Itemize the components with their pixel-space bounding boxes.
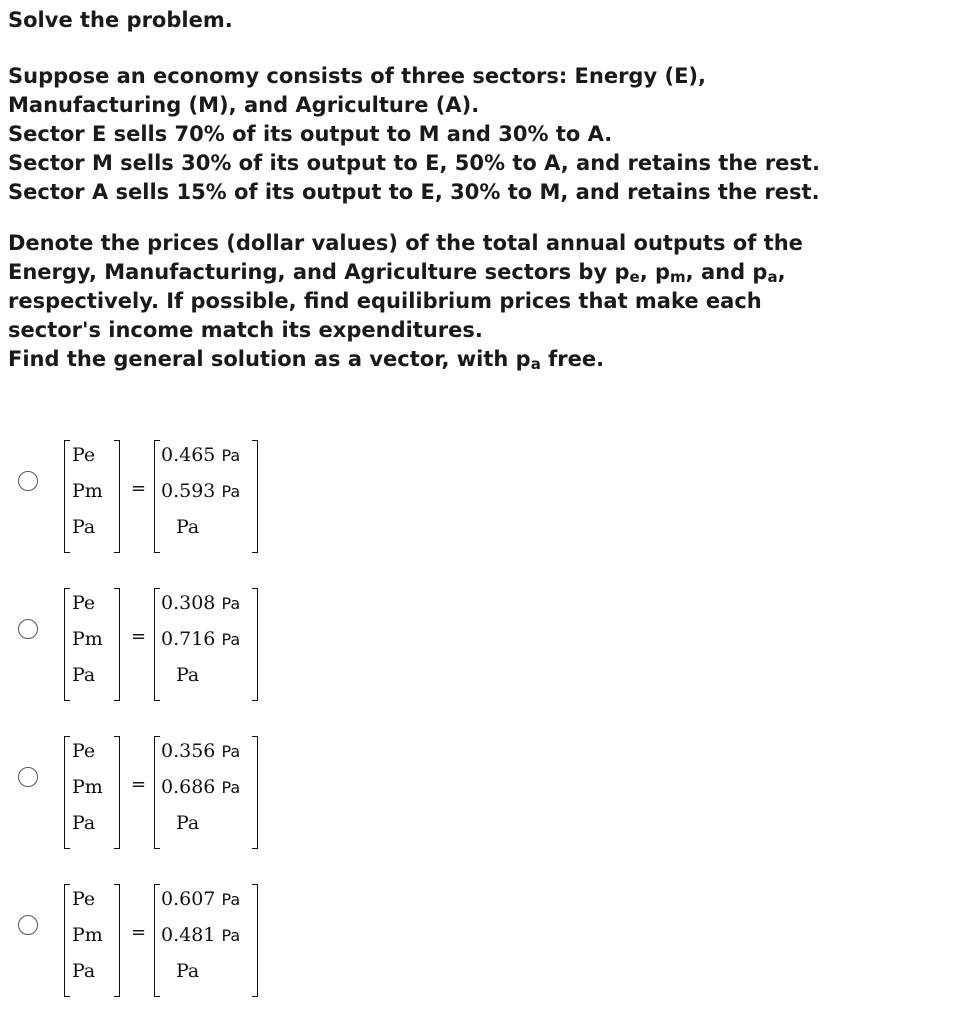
vector-entry: Pe <box>72 740 96 762</box>
coefficient: 0.481 <box>161 924 216 946</box>
subscript: e <box>629 268 640 286</box>
variable: Pa <box>221 778 241 797</box>
problem-statement <box>8 62 820 207</box>
coefficient: 0.686 <box>161 776 216 798</box>
radio-button[interactable] <box>18 619 38 639</box>
vector-entry <box>161 628 240 650</box>
vector-entry: Pm <box>72 924 103 946</box>
statement-line: Sector M sells 30% of its output to E, 50% to A, and retains the rest. <box>8 151 820 175</box>
instruction-line <box>8 258 803 287</box>
statement-line: Suppose an economy consists of three sectors: Energy (E), <box>8 64 706 88</box>
instruction-text: free. <box>540 347 605 371</box>
instruction-line: respectively. If possible, find equilibrium prices that make each <box>8 289 762 313</box>
vector-entry <box>161 592 240 614</box>
answer-option[interactable] <box>14 884 314 999</box>
coefficient: 0.593 <box>161 480 216 502</box>
vector-entry: Pa <box>176 516 200 538</box>
instruction-text: , p <box>639 260 671 284</box>
solution-vector <box>154 440 258 553</box>
vector-entry <box>161 924 240 946</box>
statement-line: Manufacturing (M), and Agriculture (A). <box>8 93 480 117</box>
vector-entry <box>161 444 240 466</box>
coefficient: 0.308 <box>161 592 216 614</box>
radio-button[interactable] <box>18 471 38 491</box>
vector-entry: Pe <box>72 444 96 466</box>
subscript: a <box>767 268 778 286</box>
vector-entry <box>161 776 240 798</box>
instruction-text: Energy, Manufacturing, and Agriculture sectors by p <box>8 260 630 284</box>
equals-sign: = <box>131 774 147 795</box>
coefficient: 0.716 <box>161 628 216 650</box>
instruction-text: , <box>777 260 786 284</box>
vector-entry <box>161 740 240 762</box>
question-title: Solve the problem. <box>8 8 233 32</box>
solution-vector <box>154 588 258 701</box>
variable: Pa <box>221 482 241 501</box>
answer-option[interactable] <box>14 736 314 851</box>
vector-entry: Pa <box>176 812 200 834</box>
vector-entry: Pa <box>176 960 200 982</box>
equals-sign: = <box>131 626 147 647</box>
variable: Pa <box>221 926 241 945</box>
vector-entry: Pm <box>72 776 103 798</box>
answer-option[interactable] <box>14 440 314 555</box>
vector-entry: Pa <box>72 516 96 538</box>
coefficient: 0.465 <box>161 444 216 466</box>
vector-entry: Pa <box>176 664 200 686</box>
vector-entry: Pa <box>72 664 96 686</box>
variable: Pa <box>221 594 241 613</box>
subscript: a <box>530 355 541 373</box>
vector-entry: Pe <box>72 888 96 910</box>
variable: Pa <box>221 742 241 761</box>
lhs-vector <box>64 588 120 701</box>
variable: Pa <box>221 890 241 909</box>
vector-entry: Pa <box>72 960 96 982</box>
vector-entry: Pe <box>72 592 96 614</box>
coefficient: 0.356 <box>161 740 216 762</box>
variable: Pa <box>221 630 241 649</box>
vector-entry: Pa <box>72 812 96 834</box>
equals-sign: = <box>131 922 147 943</box>
instruction-line: Denote the prices (dollar values) of the total annual outputs of the <box>8 231 803 255</box>
lhs-vector <box>64 736 120 849</box>
subscript: m <box>670 268 686 286</box>
instruction-text: Find the general solution as a vector, with p <box>8 347 531 371</box>
solution-vector <box>154 884 258 997</box>
instruction-line: sector's income match its expenditures. <box>8 318 483 342</box>
instructions <box>8 229 803 374</box>
lhs-vector <box>64 440 120 553</box>
solution-vector <box>154 736 258 849</box>
statement-line: Sector E sells 70% of its output to M and 30% to A. <box>8 122 613 146</box>
equals-sign: = <box>131 478 147 499</box>
vector-entry: Pm <box>72 628 103 650</box>
vector-entry: Pm <box>72 480 103 502</box>
radio-button[interactable] <box>18 915 38 935</box>
lhs-vector <box>64 884 120 997</box>
coefficient: 0.607 <box>161 888 216 910</box>
instruction-line <box>8 345 803 374</box>
radio-button[interactable] <box>18 767 38 787</box>
vector-entry <box>161 888 240 910</box>
vector-entry <box>161 480 240 502</box>
answer-option[interactable] <box>14 588 314 703</box>
statement-line: Sector A sells 15% of its output to E, 30% to M, and retains the rest. <box>8 180 820 204</box>
variable: Pa <box>221 446 241 465</box>
instruction-text: , and p <box>685 260 768 284</box>
